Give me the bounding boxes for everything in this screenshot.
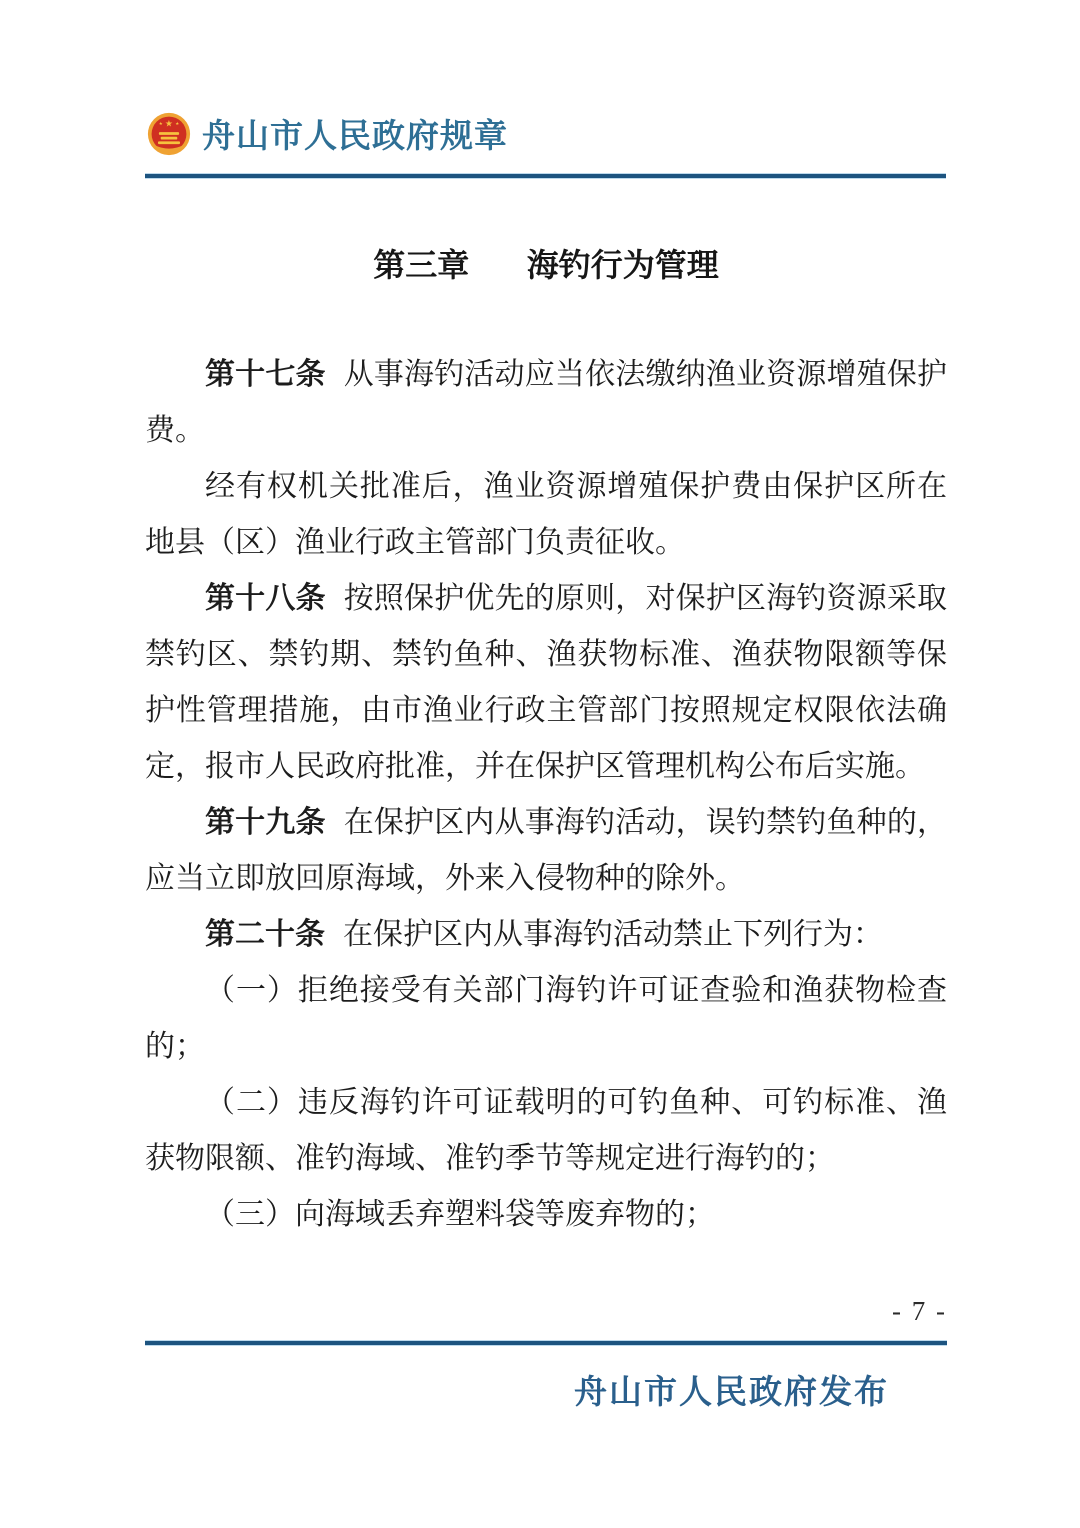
document-body <box>145 347 947 1243</box>
document-header-title: 舟山市人民政府规章 <box>202 117 508 154</box>
chapter-heading <box>145 240 947 286</box>
article-20-label: 第二十条 <box>205 918 325 951</box>
article-19-text: 在保护区内从事海钓活动，误钓禁钓鱼种的，应当立即放回原海域，外来入侵物种的除外。 <box>145 806 948 895</box>
header-divider <box>145 174 946 178</box>
article-18-label: 第十八条 <box>205 582 326 615</box>
paragraph-item-3 <box>145 1187 947 1243</box>
article-20-text: 在保护区内从事海钓活动禁止下列行为： <box>343 918 883 951</box>
item-2-text: （二）违反海钓许可证载明的可钓鱼种、可钓标准、渔获物限额、准钓海域、准钓季节等规定进行海钓的； <box>145 1086 947 1175</box>
article-19-label: 第十九条 <box>205 806 326 839</box>
footer-divider <box>145 1341 947 1345</box>
page-number: - 7 - <box>892 1296 947 1326</box>
footer-publisher: 舟山市人民政府发布 <box>574 1375 889 1411</box>
svg-text:★: ★ <box>158 120 163 126</box>
article-17-text: 从事海钓活动应当依法缴纳渔业资源增殖保护费。 <box>145 358 948 447</box>
article-17-sub-text: 经有权机关批准后，渔业资源增殖保护费由保护区所在地县（区）渔业行政主管部门负责征收。 <box>145 470 947 559</box>
svg-text:★: ★ <box>175 120 180 126</box>
paragraph-item-1 <box>145 963 947 1075</box>
chapter-number: 第三章 <box>373 247 470 283</box>
chapter-name: 海钓行为管理 <box>526 247 719 283</box>
paragraph-item-2 <box>145 1075 947 1187</box>
paragraph-article-17 <box>145 347 947 459</box>
china-national-emblem-icon <box>147 112 191 156</box>
page-header <box>147 110 508 157</box>
item-3-text: （三）向海域丢弃塑料袋等废弃物的； <box>205 1198 715 1231</box>
paragraph-article-17-sub <box>145 459 947 571</box>
paragraph-article-18 <box>145 571 947 795</box>
svg-text:★: ★ <box>164 118 174 129</box>
paragraph-article-20 <box>145 907 947 963</box>
item-1-text: （一）拒绝接受有关部门海钓许可证查验和渔获物检查的； <box>145 974 947 1063</box>
paragraph-article-19 <box>145 795 947 907</box>
article-17-label: 第十七条 <box>205 358 326 391</box>
article-18-text: 按照保护优先的原则，对保护区海钓资源采取禁钓区、禁钓期、禁钓鱼种、渔获物标准、渔获物限额等保护性管理措施，由市渔业行政主管部门按照规定权限依法确定，报市人民政府批准，并在保护区管理机构公布后实施。 <box>145 582 948 783</box>
